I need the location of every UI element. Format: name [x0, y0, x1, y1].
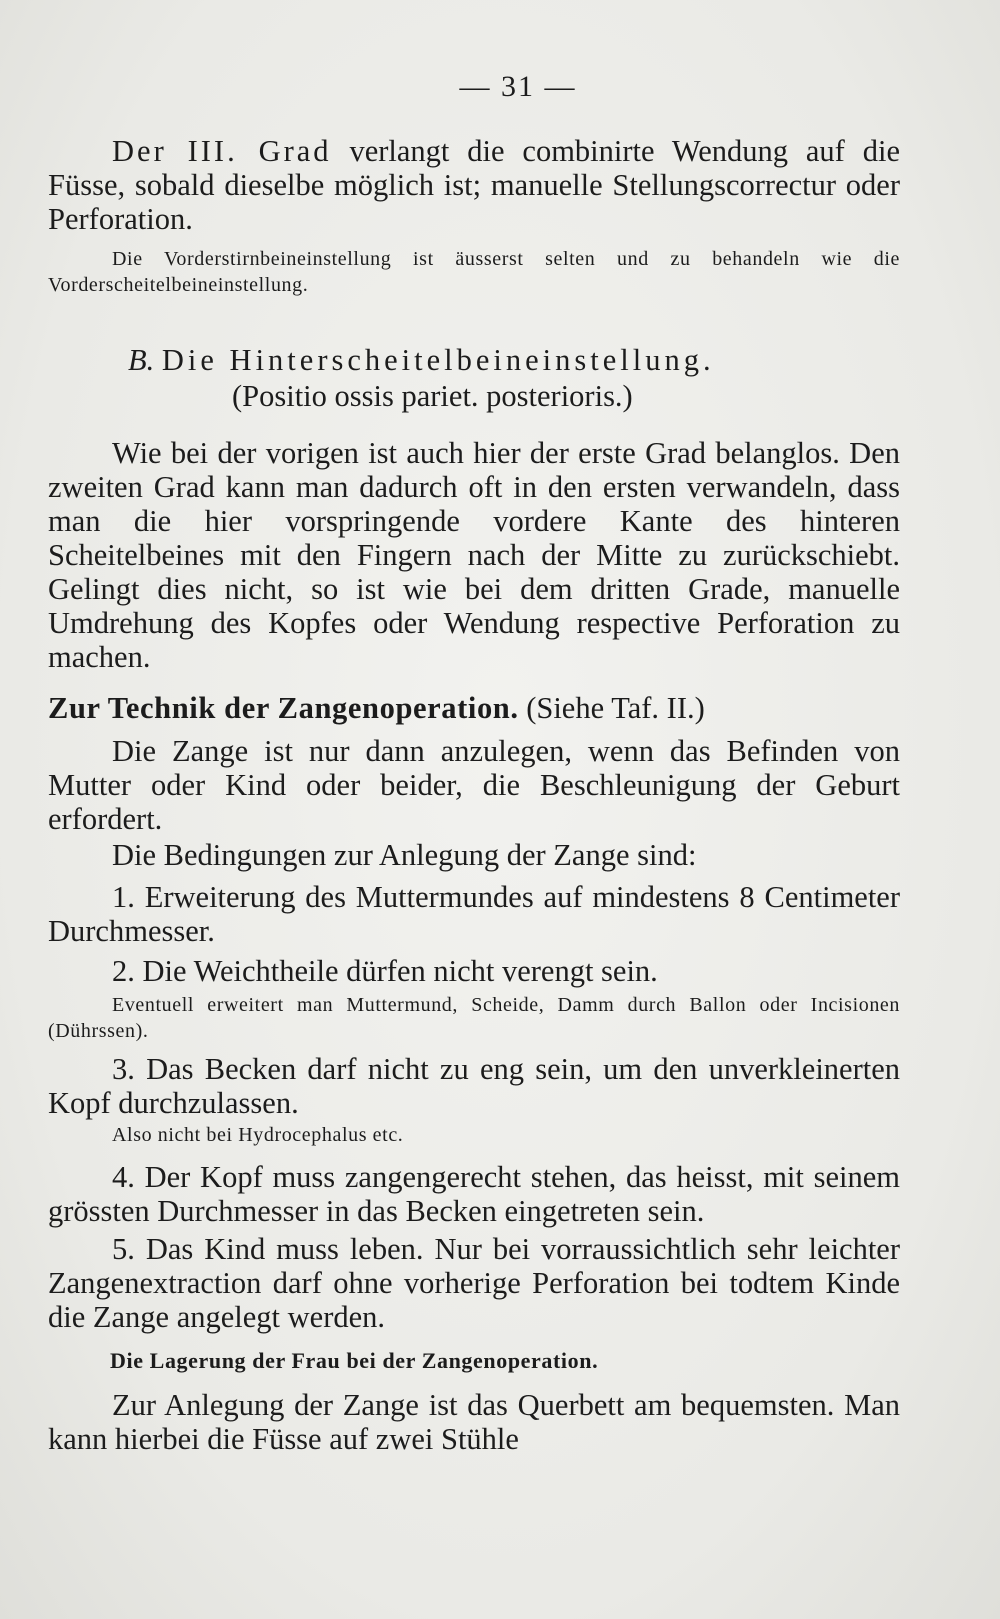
heading-plate-reference: (Siehe Taf. II.) [526, 691, 705, 725]
heading-forceps-technique [48, 690, 900, 726]
section-subtitle: (Positio ossis pariet. posterioris.) [232, 379, 633, 413]
section-title: Die Hinterscheitelbeineinstellung. [161, 343, 715, 377]
paragraph-posterior-position: Wie bei der vorigen ist auch hier der erste Grad belanglos. Den zweiten Grad kann man dadurch oft in den ersten verwandeln, dass man die hier vorspringende vordere Kante des hinteren Scheitelbeines mit den Fingern nach der Mitte zu zurückschiebt. Gelingt dies nicht, so ist wie bei dem dritten Grade, manuelle Umdrehung des Kopfes oder Wendung respective Perforation zu machen. [48, 436, 900, 674]
page-number: — 31 — [459, 70, 577, 103]
paragraph-third-degree [48, 134, 900, 236]
paragraph-forceps-indication: Die Zange ist nur dann anzulegen, wenn das Befinden von Mutter oder Kind oder beider, die Beschleunigung der Geburt erfordert. [48, 734, 900, 836]
paragraph-conditions-intro: Die Bedingungen zur Anlegung der Zange sind: [112, 838, 697, 872]
list-item-3: 3. Das Becken darf nicht zu eng sein, um den unverkleinerten Kopf durchzulassen. [48, 1052, 900, 1120]
footnote-forehead-position: Die Vorderstirnbeineinstellung ist äusserst selten und zu behandeln wie die Vorderscheitelbeineinstellung. [48, 248, 900, 296]
paragraph-lead: Der III. Grad [112, 134, 332, 168]
list-item-2: 2. Die Weichtheile dürfen nicht verengt sein. [112, 954, 658, 988]
subheading-positioning: Die Lagerung der Frau bei der Zangenoperation. [110, 1348, 599, 1373]
section-b-heading [128, 342, 888, 414]
footnote-hydrocephalus: Also nicht bei Hydrocephalus etc. [112, 1124, 404, 1146]
section-letter: B. [128, 343, 155, 377]
paragraph-transverse-bed: Zur Anlegung der Zange ist das Querbett am bequemsten. Man kann hierbei die Füsse auf zwei Stühle [48, 1388, 900, 1456]
paragraph-text: verlangt die combinirte Wendung auf die Füsse, sobald dieselbe möglich ist; manuelle Stellungscorrectur oder Perforation. [48, 134, 900, 236]
footnote-soft-tissue: Eventuell erweitert man Muttermund, Scheide, Damm durch Ballon oder Incisionen (Dührssen). [48, 994, 900, 1042]
list-item-5: 5. Das Kind muss leben. Nur bei vorraussichtlich sehr leichter Zangenextraction darf ohne vorherige Perforation bei todtem Kinde die Zange angelegt werden. [48, 1232, 900, 1334]
list-item-1: 1. Erweiterung des Muttermundes auf mindestens 8 Centimeter Durchmesser. [48, 880, 900, 948]
heading-title: Zur Technik der Zangenoperation. [48, 691, 519, 725]
list-item-4: 4. Der Kopf muss zangengerecht stehen, das heisst, mit seinem grössten Durchmesser in das Becken eingetreten sein. [48, 1160, 900, 1228]
